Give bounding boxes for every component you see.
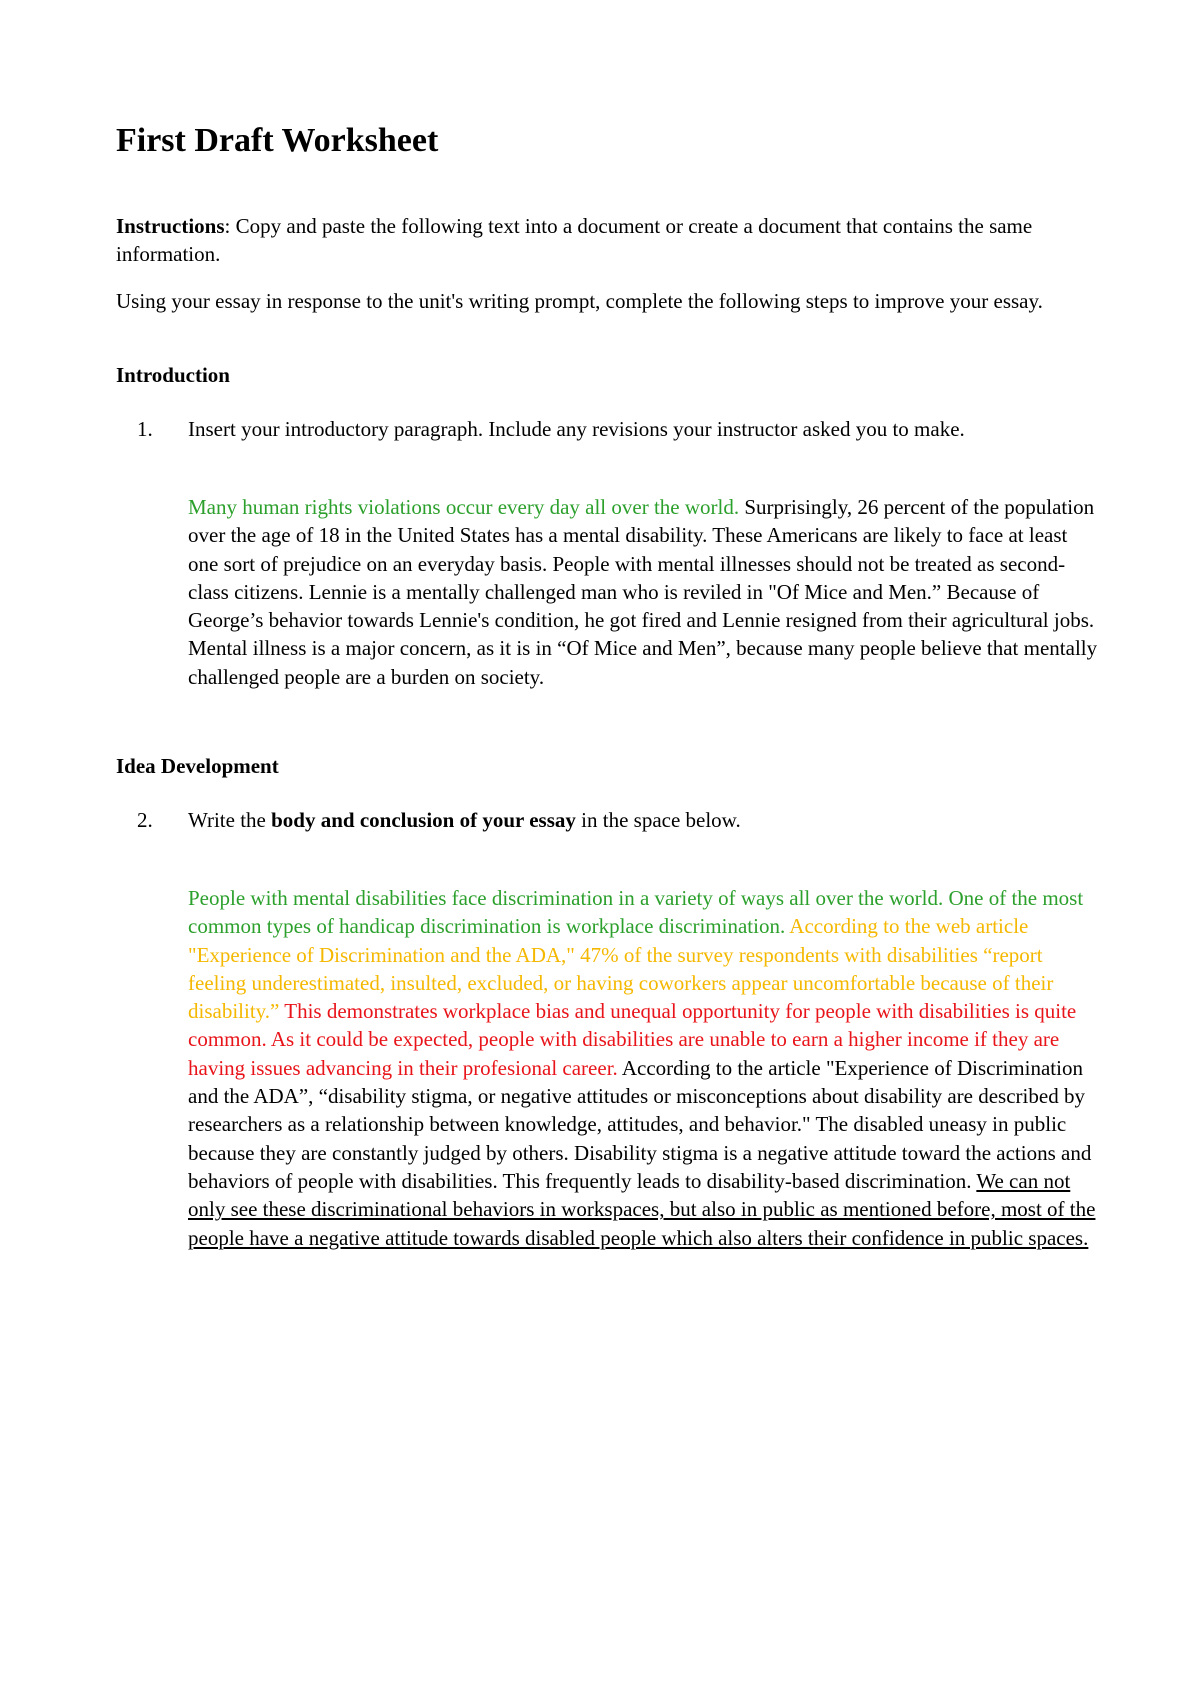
intro-green-text: Many human rights violations occur every day all over the world.	[188, 495, 740, 519]
body-prompt	[188, 806, 741, 834]
body-yellow-text: According to the web article "Experience of Discrimination and the ADA," 47% of the survey respondents with disabilities “report feeling underestimated, insulted, excluded, or having coworkers appear uncomfortable because of their disability.”	[188, 914, 1054, 1024]
instructions-text: : Copy and paste the following text into a document or create a document that contains the same information.	[116, 214, 1033, 266]
body-green-text: People with mental disabilities face discrimination in a variety of ways all over the world. One of the most common types of handicap discrimination is workplace discrimination.	[188, 886, 1084, 939]
body-prompt-after: in the space below.	[575, 808, 741, 832]
body-response	[188, 884, 1098, 1252]
instructions-label: Instructions	[116, 214, 225, 238]
page-title: First Draft Worksheet	[116, 122, 439, 159]
instructions-paragraph	[116, 212, 1096, 268]
body-prompt-before: Write the	[188, 808, 272, 832]
introduction-prompt: Insert your introductory paragraph. Include any revisions your instructor asked you to make.	[188, 417, 965, 441]
body-underlined-text: We can not only see these discriminational behaviors in workspaces, but also in public as mentioned before, most of the people have a negative attitude towards disabled people which also alters their confidence in public spaces.	[188, 1168, 1096, 1250]
intro-black-text: Surprisingly, 26 percent of the population over the age of 18 in the United States has a mental disability. These Americans are likely to face at least one sort of prejudice on an everyday basis. People with mental illnesses should not be treated as second-class citizens. Lennie is a mentally challenged man who is reviled in "Of Mice and Men.” Because of George’s behavior towards Lennie's condition, he got fired and Lennie resigned from their agricultural jobs. Mental illness is a major concern, as it is in “Of Mice and Men”, because many people believe that mentally challenged people are a burden on society.	[188, 495, 1098, 689]
list-number-2: 2.	[137, 808, 153, 832]
using-essay-paragraph: Using your essay in response to the unit's writing prompt, complete the following steps to improve your essay.	[116, 289, 1043, 313]
introduction-response	[188, 493, 1098, 691]
idea-development-heading: Idea Development	[116, 754, 279, 778]
introduction-heading: Introduction	[116, 363, 230, 387]
body-prompt-bold: body and conclusion of your essay	[271, 808, 576, 832]
body-black-text: According to the article "Experience of Discrimination and the ADA”, “disability stigma, or negative attitudes or misconceptions about disability are described by researchers as a relationship between knowledge, attitudes, and behavior." The disabled uneasy in public because they are constantly judged by others. Disability stigma is a negative attitude toward the actions and behaviors of people with disabilities. This frequently leads to disability-based discrimination.	[188, 1055, 1092, 1193]
list-number-1: 1.	[137, 417, 153, 441]
body-red-text: This demonstrates workplace bias and unequal opportunity for people with disabilities is quite common. As it could be expected, people with disabilities are unable to earn a higher income if they are having issues advancing in their profesional career.	[188, 999, 1077, 1080]
